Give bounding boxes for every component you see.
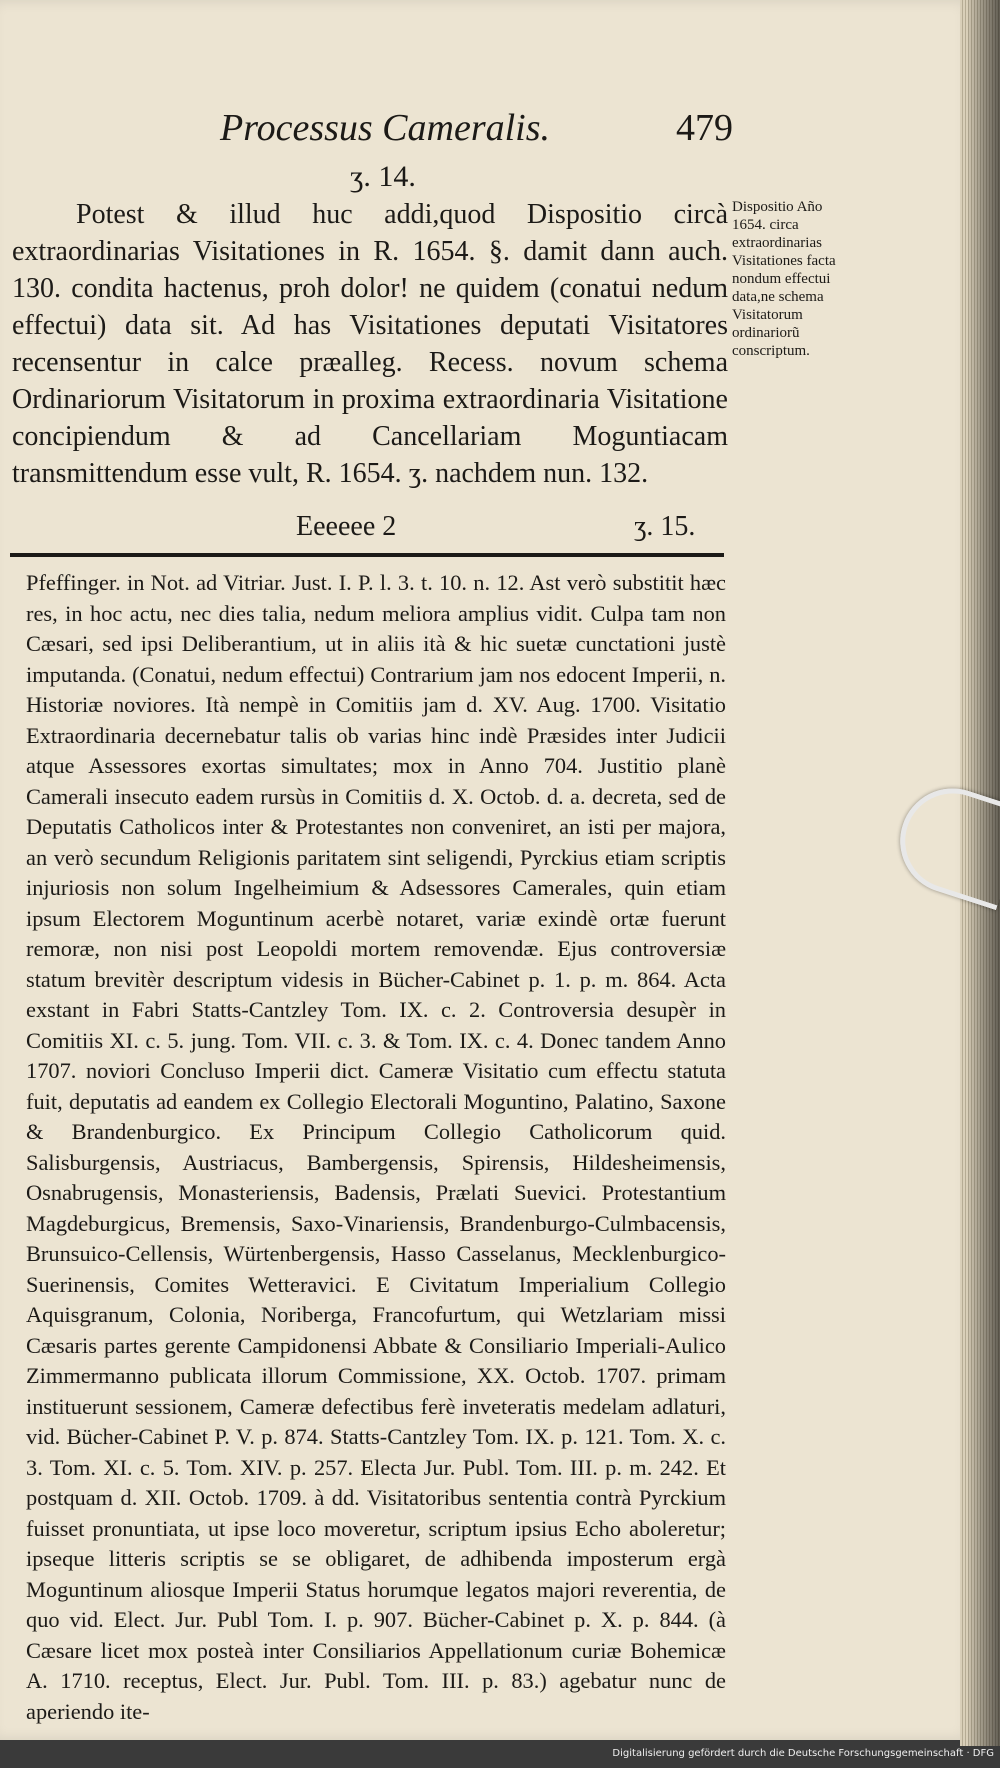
section-heading: ʒ. 14. — [350, 160, 416, 193]
footnotes: Pfeffinger. in Not. ad Vitriar. Just. I. P. l. 3. t. 10. n. 12. Ast verò substitit hæc res, in hoc actu, nec dies talia, nedum meliora amplius vidit. Culpa tam non Cæsari, sed ipsi Deliberantium, ut in aliis ità & hic suetæ cunctationi justè imputanda. (Conatui, nedum effectui) Contrarium jam nos edocent Imperii, n. Historiæ noviores. Ità nempè in Comitiis jam d. XV. Aug. 1700. Visitatio Extraordinaria decernebatur talis ob varias hinc indè Præsides inter Judicii atque Assessores exortas simultates; mox in Anno 704. Justitio planè Camerali insecuto eadem rursùs in Comitiis d. X. Octob. d. a. decreta, sed de Deputatis Catholicos inter & Protestantes non conveniret, an isti per majora, an verò secundum Religionis paritatem sint seligendi, Pyrckius etiam scriptis injuriosis non solum Ingelheimium & Adsessores Camerales, quin etiam ipsum Electorem Moguntinum acerbè notaret, variæ exindè ortæ fuerunt remoræ, non nisi post Leopoldi mortem removendæ. Ejus controversiæ statum brevitèr descriptum videsis in Bücher-Cabinet p. 1. p. m. 864. Acta exstant in Fabri Statts-Cantzley Tom. IX. c. 2. Controversia desupèr in Comitiis XI. c. 5. jung. Tom. VII. c. 3. & Tom. IX. c. 4. Donec tandem Anno 1707. noviori Concluso Imperii dict. Cameræ Visitatio cum effectu statuta fuit, deputatis ad eandem ex Collegio Electorali Moguntino, Palatino, Saxone & Brandenburgico. Ex Principum Collegio Catholicorum quid. Salisburgensis, Austriacus, Bambergensis, Spirensis, Hildesheimensis, Osnabrugensis, Monasteriensis, Badensis, Prælati Suevici. Protestantium Magdeburgicus, Bremensis, Saxo-Vinariensis, Brandenburgo-Culmbacensis, Brunsuico-Cellensis, Würtenbergensis, Hasso Casselanus, Mecklenburgico-Suerinensis, Comites Wetteravici. E Civitatum Imperialium Collegio Aquisgranum, Colonia, Noriberga, Francofurtum, qui Wetzlariam missi Cæsaris partes gerente Campidonensi Abbate & Consiliario Imperiali-Aulico Zimmermanno publicata illorum Commissione, XX. Octob. 1707. primam instituerunt sessionem, Cameræ defectibus ferè inveteratis medelam adlaturi, vid. Bücher-Cabinet P. V. p. 874. Statts-Cantzley Tom. IX. p. 121. Tom. X. c. 3. Tom. XI. c. 5. Tom. XIV. p. 257. Electa Jur. Publ. Tom. III. p. m. 242. Et postquam d. XII. Octob. 1709. à dd. Visitatoribus sententia contrà Pyrckium fuisset pronuntiata, ut ipse loco moveretur, scriptum ipsius Echo aboleretur; ipseque litteris scriptis se se obligaret, de adhibenda imposterum ergà Moguntinum aliosque Imperii Status horumque legatos majori reverentia, de quo vid. Elect. Jur. Publ Tom. I. p. 907. Bücher-Cabinet p. X. p. 844. (à Cæsare licet mox posteà inter Consiliarios Appellationum curiæ Bohemicæ A. 1710. receptus, Elect. Jur. Publ. Tom. III. p. 83.) agebatur nunc de aperiendo ite- — [26, 570, 726, 1724]
main-paragraph-text: Potest & illud huc addi,quod Dispositio circà extraordinarias Visitationes in R. 1654. §. damit dann auch. 130. condita hactenus, proh dolor! ne quidem (conatui nedum effectui) data sit. Ad has Visitationes deputati Visitatores recensentur in calce præalleg. Recess. novum schema Ordinariorum Visitatorum in proxima extraordinaria Visitatione concipiendum & ad Cancellariam Moguntiacam transmittendum esse vult, R. 1654. ʒ. nachdem nun. 132. — [12, 199, 728, 489]
main-paragraph — [12, 196, 728, 492]
catchword-section: ʒ. 15. — [634, 511, 696, 542]
footnote-rule — [10, 553, 724, 557]
marginal-note: Dispositio Año 1654. circa extraordinarias Visitationes facta nondum effectui data,ne schema Visitatorum ordinariorũ conscriptum. — [732, 199, 836, 359]
page-number: 479 — [676, 107, 733, 149]
digitization-credit: Digitalisierung gefördert durch die Deutsche Forschungsgemeinschaft · DFG — [612, 1748, 994, 1759]
running-title: Processus Cameralis. — [220, 107, 551, 149]
catchword: Eeeeee 2 — [296, 511, 397, 542]
